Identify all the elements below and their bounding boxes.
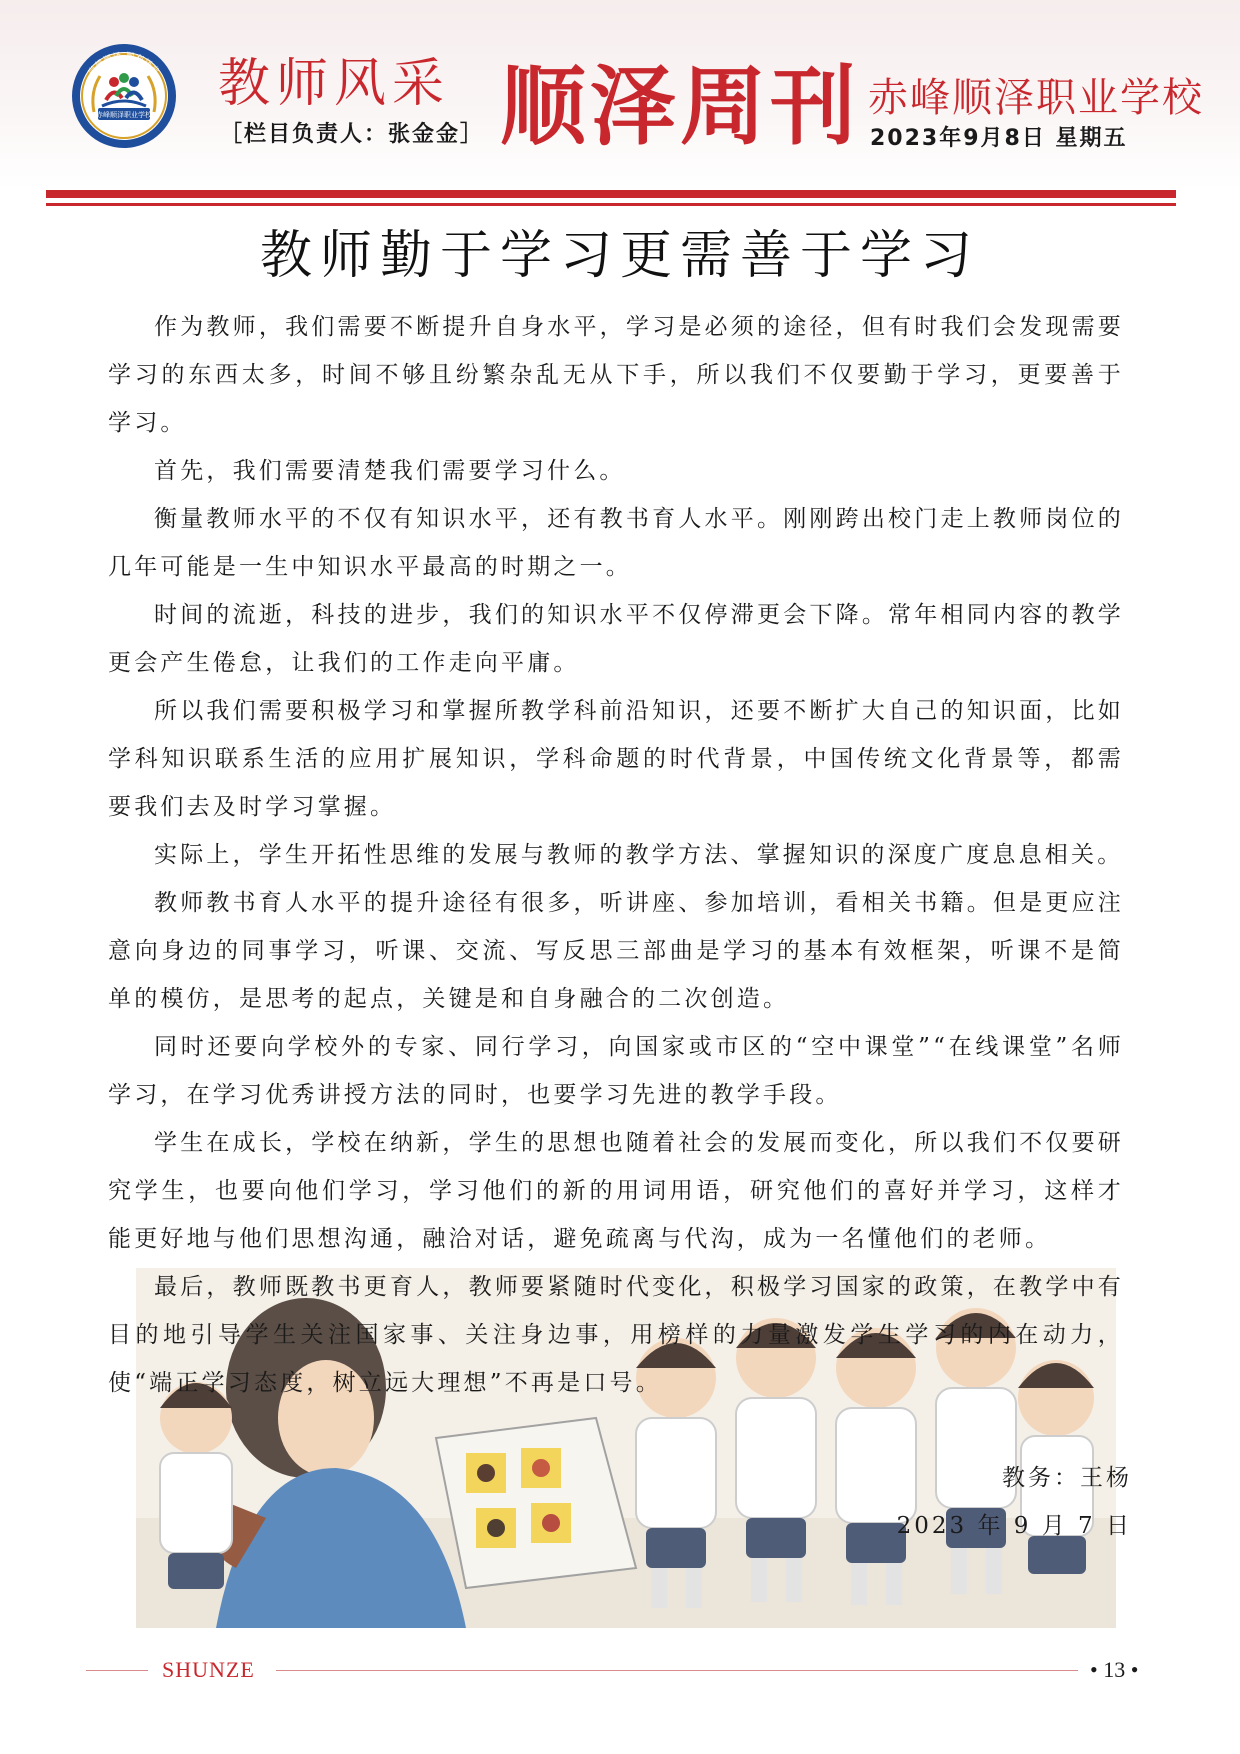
article-date: 2023 年 9 月 7 日	[896, 1513, 1132, 1539]
paragraph: 最后，教师既教书更育人，教师要紧随时代变化，积极学习国家的政策，在教学中有目的地引导学生关注国家事、关注身边事，用榜样的力量激发学生学习的内在动力，使“端正学习态度，树立远大理想”不再是口号。	[108, 1274, 1124, 1396]
logo-ring-text-bottom: 赤峰顺泽职业学校	[96, 111, 152, 119]
paragraph: 衡量教师水平的不仅有知识水平，还有教书育人水平。刚刚跨出校门走上教师岗位的几年可能是一生中知识水平最高的时期之一。	[108, 506, 1124, 580]
paragraph: 首先，我们需要清楚我们需要学习什么。	[154, 458, 626, 484]
masthead: 顺泽周刊	[500, 57, 860, 157]
paragraph: 学生在成长，学校在纳新，学生的思想也随着社会的发展而变化，所以我们不仅要研究学生，也要向他们学习，学习他们的新的用词用语，研究他们的喜好并学习，这样才能更好地与他们思想沟通，融洽对话，避免疏离与代沟，成为一名懂他们的老师。	[108, 1130, 1124, 1252]
header-rule-thick	[46, 190, 1176, 198]
school-emblem-icon	[70, 42, 178, 150]
article-title: 教师勤于学习更需善于学习	[259, 226, 980, 286]
paragraph: 时间的流逝，科技的进步，我们的知识水平不仅停滞更会下降。常年相同内容的教学更会产生倦怠，让我们的工作走向平庸。	[108, 602, 1124, 676]
article-signature	[897, 1454, 1132, 1550]
footer-brand: SHUNZE	[162, 1657, 255, 1682]
header-rule-thin	[46, 203, 1176, 206]
author: 教务：王杨	[1002, 1465, 1132, 1491]
issue-date: 2023年9月8日 星期五	[870, 126, 1128, 151]
paragraph: 实际上，学生开拓性思维的发展与教师的教学方法、掌握知识的深度广度息息相关。	[154, 842, 1124, 868]
paragraph: 作为教师，我们需要不断提升自身水平，学习是必须的途径，但有时我们会发现需要学习的东西太多，时间不够且纷繁杂乱无从下手，所以我们不仅要勤于学习，更要善于学习。	[108, 314, 1124, 436]
page-number: • 13 •	[1090, 1657, 1139, 1682]
article-body	[108, 303, 1124, 1407]
logo-ring-text-top: 崇德顺泽 顺利泽业	[86, 50, 162, 77]
paragraph: 同时还要向学校外的专家、同行学习，向国家或市区的“空中课堂”“在线课堂”名师学习，在学习优秀讲授方法的同时，也要学习先进的教学手段。	[108, 1034, 1124, 1108]
footer-rule-left	[86, 1670, 148, 1671]
paragraph: 所以我们需要积极学习和掌握所教学科前沿知识，还要不断扩大自己的知识面，比如学科知识联系生活的应用扩展知识，学科命题的时代背景，中国传统文化背景等，都需要我们去及时学习掌握。	[108, 698, 1124, 820]
column-editor: ［栏目负责人：张金金］	[220, 122, 485, 147]
column-title: 教师风采	[218, 54, 451, 114]
paragraph: 教师教书育人水平的提升途径有很多，听讲座、参加培训，看相关书籍。但是更应注意向身边的同事学习，听课、交流、写反思三部曲是学习的基本有效框架，听课不是简单的模仿，是思考的起点，关键是和自身融合的二次创造。	[108, 890, 1124, 1012]
school-name: 赤峰顺泽职业学校	[868, 75, 1204, 121]
footer-rule	[276, 1670, 1078, 1671]
